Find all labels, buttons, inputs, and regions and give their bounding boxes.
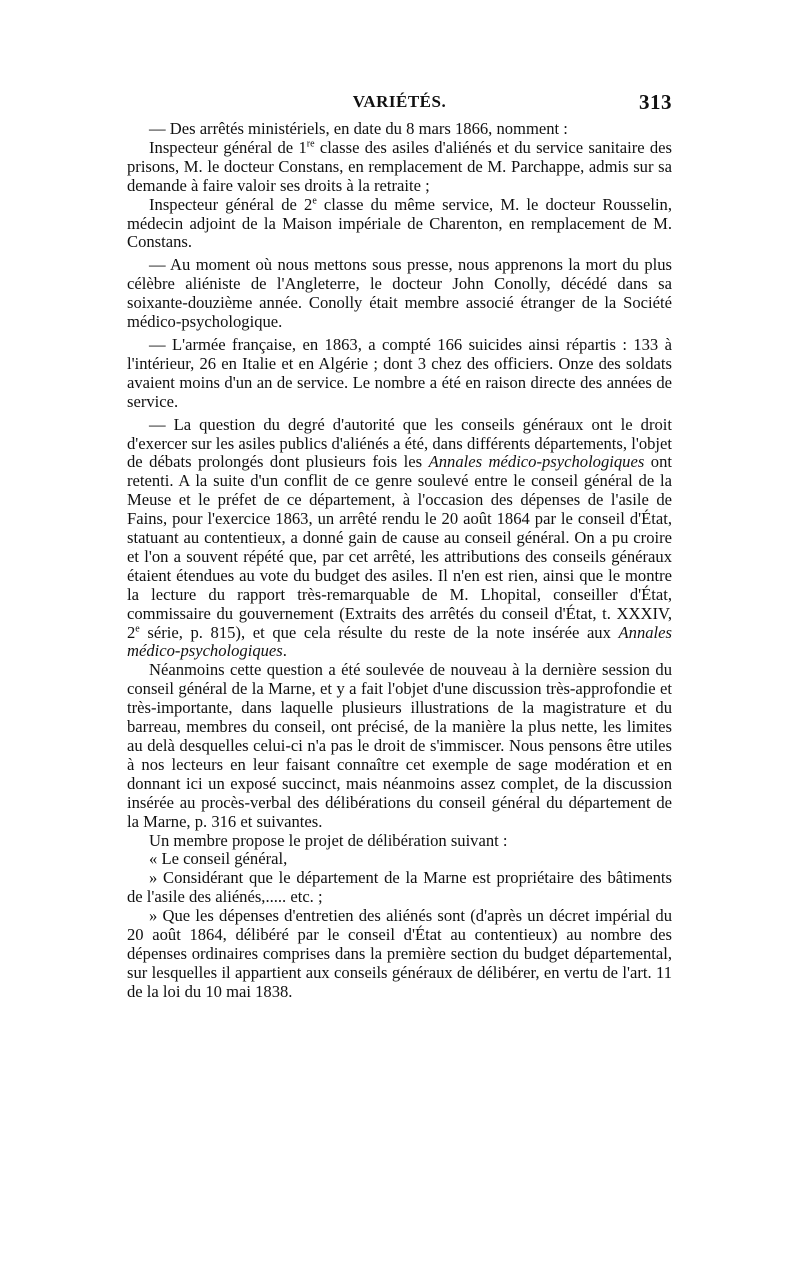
paragraph-inspector-first-class: Inspecteur général de 1re classe des asiles d'aliénés et du service sanitaire des prisons, M. le docteur Constans, en remplacement de M. Parchappe, admis sur sa demande à faire valoir ses droits à la retraite ;	[127, 137, 672, 195]
paragraph-quote-considerant: » Considérant que le département de la Marne est propriétaire des bâtiments de l'asile des aliénés,..... etc. ;	[127, 868, 672, 907]
paragraph-quote-depenses: » Que les dépenses d'entretien des aliénés sont (d'après un décret impérial du 20 août 1864, délibéré par le conseil d'État au contentieux) au nombre des dépenses ordinaires comprises dans la première section du budget départemental, sur lesquelles il appartient aux conseils généraux de délibérer, en vertu de l'art. 11 de la loi du 10 mai 1838.	[127, 906, 672, 1001]
paragraph-decree-intro: — Des arrêtés ministériels, en date du 8 mars 1866, nomment :	[149, 119, 568, 138]
book-page	[127, 92, 672, 1002]
paragraph-marne-session: Néanmoins cette question a été soulevée de nouveau à la dernière session du conseil général de la Marne, et y a fait l'objet d'une discussion très-approfondie et très-importante, dans laquelle plusieurs illustrations de la magistrature et du barreau, membres du conseil, ont précisé, de la manière la plus nette, les limites au delà desquelles celui-ci n'a pas le droit de s'immiscer. Nous pensons être utiles à nos lecteurs en leur faisant connaître cet exemple de sage modération et en donnant ici un exposé succinct, mais néanmoins assez complet, de la discussion insérée au procès-verbal des délibérations du conseil général du département de la Marne, p. 316 et suivantes.	[127, 660, 672, 831]
running-header	[127, 92, 672, 120]
paragraph-conseils-generaux: — La question du degré d'autorité que les conseils généraux ont le droit d'exercer sur les asiles publics d'aliénés a été, dans différents départements, l'objet de débats prolongés dont plusieurs fois les Annales médico-psychologiques ont retenti. A la suite d'un conflit de ce genre soulevé entre le conseil général de la Meuse et le préfet de ce département, à l'occasion des dépenses de l'asile de Fains, pour l'exercice 1863, un arrêté rendu le 20 août 1864 par le conseil d'État, statuant au contentieux, a donné gain de cause au conseil général. On a pu croire et l'on a souvent répété que, par cet arrêté, les attributions des conseils généraux étaient étendues au vote du budget des asiles. Il n'en est rien, ainsi que le montre la lecture du rapport très-remarquable de M. Lhopital, conseiller d'État, commissaire du gouvernement (Extraits des arrêtés du conseil d'État, t. XXXIV, 2e série, p. 815), et que cela résulte du reste de la note insérée aux Annales médico-psychologiques.	[127, 414, 672, 661]
running-title: VARIÉTÉS.	[352, 92, 447, 111]
paragraph-conolly-obituary: — Au moment où nous mettons sous presse, nous apprenons la mort du plus célèbre aliéniste de l'Angleterre, le docteur John Conolly, décédé dans sa soixante-douzième année. Conolly était membre associé étranger de la Société médico-psychologique.	[127, 255, 672, 332]
paragraph-proposal: Un membre propose le projet de délibération suivant :	[149, 830, 508, 850]
paragraph-quote-start: « Le conseil général,	[149, 849, 288, 869]
paragraph-army-suicides: — L'armée française, en 1863, a compté 166 suicides ainsi répartis : 133 à l'intérieur, 26 en Italie et en Algérie ; dont 3 chez des officiers. Onze des soldats avaient moins d'un an de service. Le nombre a été en raison directe des années de service.	[127, 334, 672, 411]
page-number: 313	[639, 90, 672, 114]
page-body	[127, 120, 672, 1002]
paragraph-inspector-second-class: Inspecteur général de 2e classe du même service, M. le docteur Rousselin, médecin adjoint de la Maison impériale de Charenton, en remplacement de M. Constans.	[127, 194, 672, 252]
